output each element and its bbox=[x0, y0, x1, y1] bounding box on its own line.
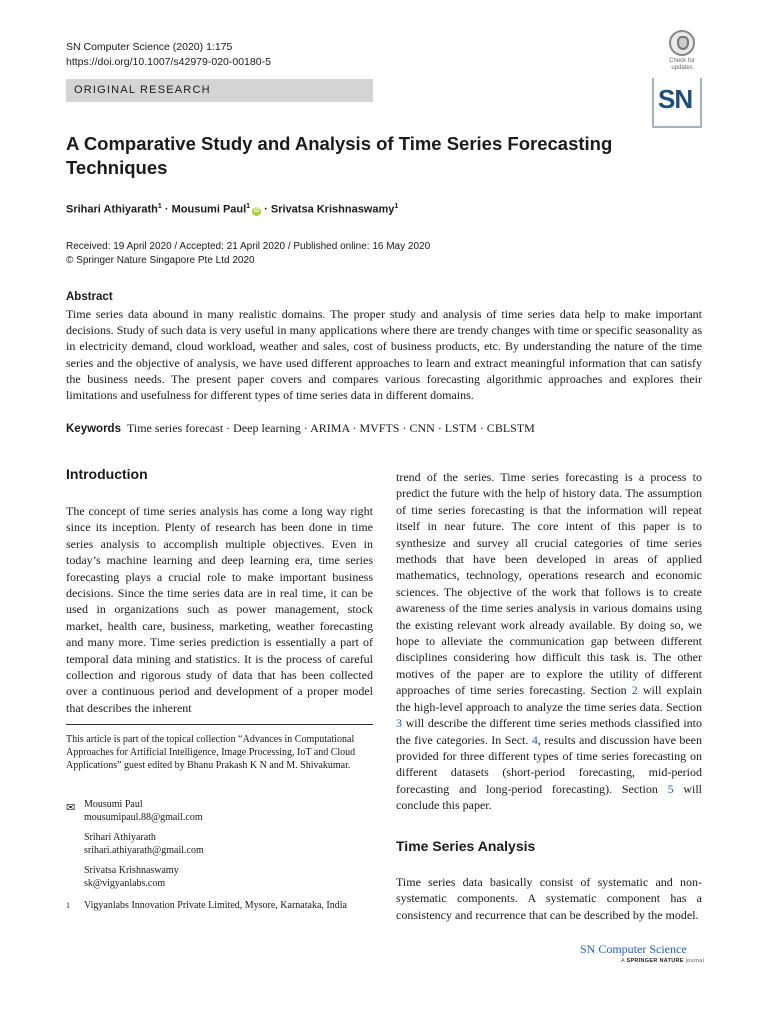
copyright-line: © Springer Nature Singapore Pte Ltd 2020 bbox=[66, 255, 255, 266]
envelope-icon: ✉ bbox=[66, 802, 76, 814]
author-1-affiliation: 1 bbox=[157, 203, 162, 210]
intro-text-part: trend of the series. Time series forecasting is a process to predict the future with the help of history data. The assumption of time series forecasting is that the information will repeat itself in near future. The core intent of this paper is to synthesize and survey all crucial categories of time series methods that have been developed in areas of applied mathematics, technology, operations research and economic sciences. The objective of the work that follows is to create awareness of the time series analysis in various domains using the existing relevant work already available. By doing so, we hope to alleviate the communication gap between different disciplines considering how difficult this task is. The other motives of the paper are to explore the utility of different approaches of time series forecasting. Section bbox=[396, 470, 702, 698]
footer-journal-name: SN Computer Science bbox=[580, 942, 687, 956]
orcid-icon[interactable]: iD bbox=[253, 207, 260, 214]
springer-post: journal bbox=[683, 958, 705, 964]
time-series-analysis-text: Time series data basically consist of systematic and non-systematic components. A systematic component has a consistency and recurrence that can be described by the model. bbox=[396, 875, 702, 922]
contact-entry bbox=[84, 865, 179, 890]
topical-collection-footnote: This article is part of the topical collection “Advances in Computational Approaches for Artificial Intelligence, Image Processing, IoT and Cloud Applications” guest edited by Bhanu Prakash K N and M. Shivakumar. bbox=[66, 734, 356, 771]
section-2-link[interactable]: 2 bbox=[631, 683, 638, 698]
time-series-analysis-heading: Time Series Analysis bbox=[396, 838, 536, 854]
section-4-link[interactable]: 4 bbox=[531, 732, 538, 747]
author-1[interactable]: Srihari Athiyarath bbox=[66, 203, 158, 216]
check-for-updates-badge[interactable] bbox=[662, 30, 702, 70]
intro-text-part: will explain the high-level approach to analyze the time series data. Section bbox=[396, 683, 702, 714]
springer-brand: SPRINGER NATURE bbox=[626, 958, 684, 964]
keywords-list: Time series forecast · Deep learning · ARIMA · MVFTS · CNN · LSTM · CBLSTM bbox=[126, 421, 535, 435]
contact-name: Mousumi Paul bbox=[84, 799, 143, 810]
introduction-heading: Introduction bbox=[66, 466, 148, 482]
keywords-heading: Keywords bbox=[66, 423, 121, 435]
springer-pre: A bbox=[621, 958, 627, 964]
journal-volume: SN Computer Science (2020) 1:175 bbox=[66, 41, 233, 53]
author-2[interactable]: Mousumi Paul bbox=[171, 203, 247, 216]
contact-name: Srivatsa Krishnaswamy bbox=[84, 865, 179, 876]
contact-email[interactable]: sk@vigyanlabs.com bbox=[84, 877, 166, 889]
section-label: ORIGINAL RESEARCH bbox=[66, 79, 373, 102]
section-3-link[interactable]: 3 bbox=[396, 716, 402, 731]
publication-dates bbox=[66, 240, 430, 268]
journal-citation bbox=[66, 40, 271, 70]
contact-email[interactable]: mousumipaul.88@gmail.com bbox=[84, 811, 203, 823]
section-5-link[interactable]: 5 bbox=[667, 781, 674, 796]
author-list bbox=[66, 203, 398, 216]
contact-entry bbox=[84, 799, 203, 824]
author-separator: · bbox=[264, 203, 268, 216]
abstract-heading: Abstract bbox=[66, 291, 113, 303]
author-3[interactable]: Srivatsa Krishnaswamy bbox=[270, 203, 395, 216]
check-updates-icon bbox=[669, 30, 695, 56]
introduction-left-text: The concept of time series analysis has come a long way right since its inception. Plenty of research has been done in time series analysis to accomplish multiple objectives. Even in today’s machine learning and deep learning era, time series forecasting plays a crucial role to make important business decisions. Since the time series data are in real time, it can be used in organizations such as power management, stock market, health care, business, marketing, weather forecasting and many more. Time series prediction is essentially a part of temporal data mining and statistics. It is the process of careful collection and rigorous study of data that has been collected over a continuous period and development of a proper model that describes the inherent bbox=[66, 504, 373, 715]
abstract-text: Time series data abound in many realistic domains. The proper study and analysis of time series data help to make important decisions. Study of such data is very useful in many applications where there are trendy changes with time or specific seasonality as in electricity demand, cloud workload, weather and sales, cost of business products, etc. By understanding the nature of the time series and the objective of analysis, we have used different approaches to learn and extract meaningful information that can satisfy the business needs. The present paper covers and compares various forecasting algorithmic approaches and explores their limitations and usefulness for different types of time series data in different domains. bbox=[66, 307, 702, 403]
contact-email[interactable]: srihari.athiyarath@gmail.com bbox=[84, 844, 204, 856]
author-2-affiliation: 1 bbox=[246, 203, 251, 210]
introduction-right-text bbox=[396, 469, 702, 814]
received-accepted-dates: Received: 19 April 2020 / Accepted: 21 April 2020 / Published online: 16 May 2020 bbox=[66, 241, 431, 252]
footnote-divider bbox=[66, 724, 373, 725]
contact-name: Srihari Athiyarath bbox=[84, 832, 156, 843]
doi-link[interactable]: https://doi.org/10.1007/s42979-020-00180-5 bbox=[66, 56, 271, 68]
intro-text-part: will conclude this paper. bbox=[396, 781, 702, 813]
paper-title: A Comparative Study and Analysis of Time Series Forecasting Techniques bbox=[66, 133, 613, 178]
affiliation-text: Vigyanlabs Innovation Private Limited, Mysore, Karnataka, India bbox=[84, 900, 347, 911]
affiliation-number: 1 bbox=[66, 901, 70, 910]
intro-text-part: , results and discussion have been provided for three different types of time series forecasting on different datasets (short-period forecasting, mid-period forecasting and long-period forecasting). Section bbox=[396, 732, 702, 796]
check-updates-label: Check for updates bbox=[669, 58, 695, 71]
sn-logo bbox=[652, 78, 702, 128]
sn-logo-text: SN bbox=[658, 84, 693, 114]
contact-entry bbox=[84, 832, 204, 857]
keywords bbox=[66, 421, 706, 436]
intro-text-part: will describe the different time series methods classified into the five categories. In Sect. bbox=[396, 716, 702, 747]
author-3-affiliation: 1 bbox=[394, 203, 399, 210]
author-separator: · bbox=[164, 203, 169, 216]
springer-nature-mark bbox=[621, 958, 704, 964]
